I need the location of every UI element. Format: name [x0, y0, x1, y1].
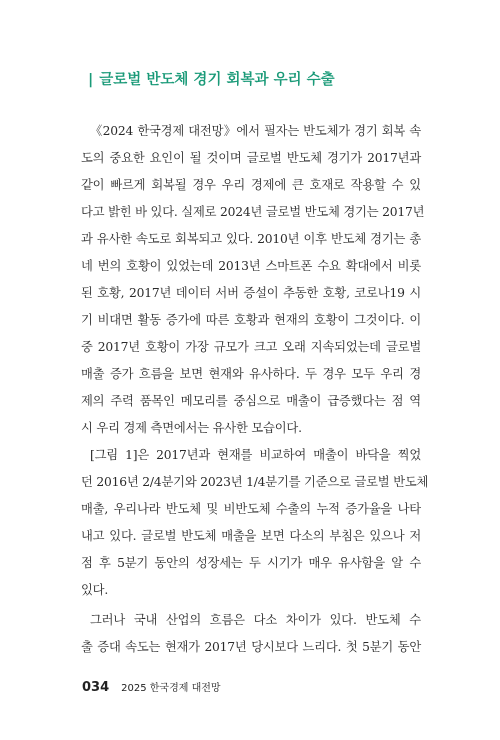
page-footer [82, 676, 221, 695]
text-line: 기 비대면 활동 증가에 따른 호황과 현재의 호황이 그것이다. 이 [81, 313, 421, 327]
text-line: 된 호황, 2017년 데이터 서버 증설이 추동한 호황, 코로나19 시 [81, 286, 421, 300]
body-text [81, 118, 429, 661]
text-line: 제의 주력 품목인 메모리를 중심으로 매출이 급증했다는 점 역 [81, 394, 421, 408]
text-line: 다고 밝힌 바 있다. 실제로 2024년 글로벌 반도체 경기는 2017년 [81, 205, 425, 219]
section-heading [88, 68, 335, 89]
heading-title: 글로벌 반도체 경기 회복과 우리 수출 [99, 72, 335, 88]
text-line: 매출, 우리나라 반도체 및 비반도체 수출의 누적 증가율을 나타 [81, 502, 421, 516]
text-line: 매출 증가 흐름을 보면 현재와 유사하다. 두 경우 모두 우리 경 [81, 367, 421, 381]
text-line: 시 우리 경제 측면에서는 유사한 모습이다. [81, 421, 302, 435]
page-number: 034 [82, 680, 110, 695]
text-line: 《2024 한국경제 대전망》에서 필자는 반도체가 경기 회복 속 [90, 124, 421, 138]
text-line: 네 번의 호황이 있었는데 2013년 스마트폰 수요 확대에서 비롯 [81, 259, 421, 273]
text-line: 점 후 5분기 동안의 성장세는 두 시기가 매우 유사함을 알 수 [81, 556, 421, 570]
text-line: 같이 빠르게 회복될 경우 우리 경제에 큰 호재로 작용할 수 있 [81, 178, 421, 192]
text-line: 도의 중요한 요인이 될 것이며 글로벌 반도체 경기가 2017년과 [81, 151, 421, 165]
text-line: 그러나 국내 산업의 흐름은 다소 차이가 있다. 반도체 수 [90, 613, 421, 627]
heading-bar: | [88, 72, 94, 88]
text-line: 출 증대 속도는 현재가 2017년 당시보다 느리다. 첫 5분기 동안 [81, 640, 421, 654]
text-line: [그림 1]은 2017년과 현재를 비교하여 매출이 바닥을 찍었 [90, 448, 421, 462]
book-title: 2025 한국경제 대전망 [121, 683, 221, 694]
text-line: 있다. [81, 583, 109, 597]
text-line: 내고 있다. 글로벌 반도체 매출을 보면 다소의 부침은 있으나 저 [81, 529, 421, 543]
text-line: 던 2016년 2/4분기와 2023년 1/4분기를 기준으로 글로벌 반도체 [81, 475, 429, 489]
text-line: 중 2017년 호황이 가장 규모가 크고 오래 지속되었는데 글로벌 [81, 340, 421, 354]
text-line: 과 유사한 속도로 회복되고 있다. 2010년 이후 반도체 경기는 총 [81, 232, 421, 246]
